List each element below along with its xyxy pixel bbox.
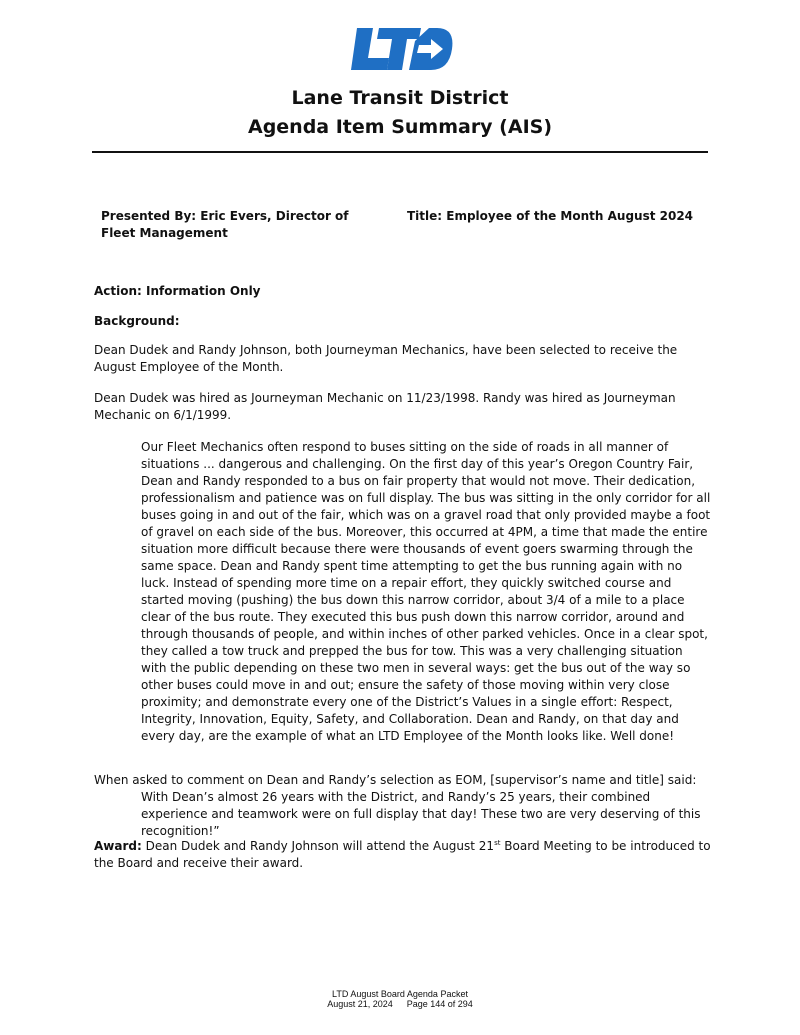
ltd-logo xyxy=(349,28,453,70)
footer-date: August 21, 2024 xyxy=(327,999,393,1009)
footer-page-number: Page 144 of 294 xyxy=(406,999,473,1009)
org-name: Lane Transit District xyxy=(291,87,509,109)
document-title: Agenda Item Summary (AIS) xyxy=(247,116,553,138)
award-text-a: Dean Dudek and Randy Johnson will attend the August 21 xyxy=(141,839,495,853)
background-heading: Background: xyxy=(94,314,180,328)
award-text-b: Board Meeting to be introduced to the Board and receive their award. xyxy=(94,839,711,870)
presented-by: Presented By: Eric Evers, Director of Fleet Management xyxy=(101,209,349,240)
nomination-quote: Our Fleet Mechanics often respond to buses sitting on the side of roads in all manner of situations ... dangerous and challenging. On the first day of this year’s Oregon Country Fair, Dean and Randy responded to a bus on fair property that would not move. Their dedication, professionalism and patience was on full display. The bus was sitting in the only corridor for all buses going in and out of the fair, which was on a gravel road that only provided maybe a foot of gravel on each side of the bus. Moreover, this occurred at 4PM, a time that made the entire situation more difficult because there were thousands of event goers swarming through the same space. Dean and Randy spent time attempting to get the bus running again with no luck. Instead of spending more time on a repair effort, they quickly switched course and started moving (pushing) the bus down this narrow corridor, about 3/4 of a mile to a place clear of the bus route. They executed this bus push down this narrow corridor, around and through thousands of people, and within inches of other parked vehicles. Once in a clear spot, they called a tow truck and prepped the bus for tow. This was a very challenging situation with the public depending on these two men in several ways: get the bus out of the way so other buses could move in and out; ensure the safety of those moving within very close proximity; and demonstrate every one of the District’s Values in a single effort: Respect, Integrity, Innovation, Equity, Safety, and Collaboration. Dean and Randy, on that day and every day, are the example of what an LTD Employee of the Month looks like. Well done! xyxy=(141,440,711,743)
footer-packet: LTD August Board Agenda Packet xyxy=(332,989,468,999)
action-line: Action: Information Only xyxy=(94,284,261,298)
paragraph-selection: Dean Dudek and Randy Johnson, both Journeyman Mechanics, have been selected to receive the August Employee of the Month. xyxy=(94,343,678,374)
paragraph-hire-dates: Dean Dudek was hired as Journeyman Mechanic on 11/23/1998. Randy was hired as Journeyman Mechanic on 6/1/1999. xyxy=(94,391,676,422)
award-label: Award: xyxy=(94,839,142,853)
award-paragraph xyxy=(94,838,714,872)
supervisor-comment-quote: With Dean’s almost 26 years with the District, and Randy’s 25 years, their combined experience and teamwork were on full display that day! These two are very deserving of this recognition!” xyxy=(141,790,701,838)
supervisor-comment xyxy=(94,772,714,840)
award-sup: st xyxy=(494,839,501,847)
footer-date-page xyxy=(0,999,800,1009)
supervisor-comment-intro: When asked to comment on Dean and Randy’s selection as EOM, [supervisor’s name and title] said: xyxy=(94,773,697,787)
item-title: Title: Employee of the Month August 2024 xyxy=(407,209,694,223)
page-footer xyxy=(0,989,800,1009)
header-divider xyxy=(92,151,708,153)
